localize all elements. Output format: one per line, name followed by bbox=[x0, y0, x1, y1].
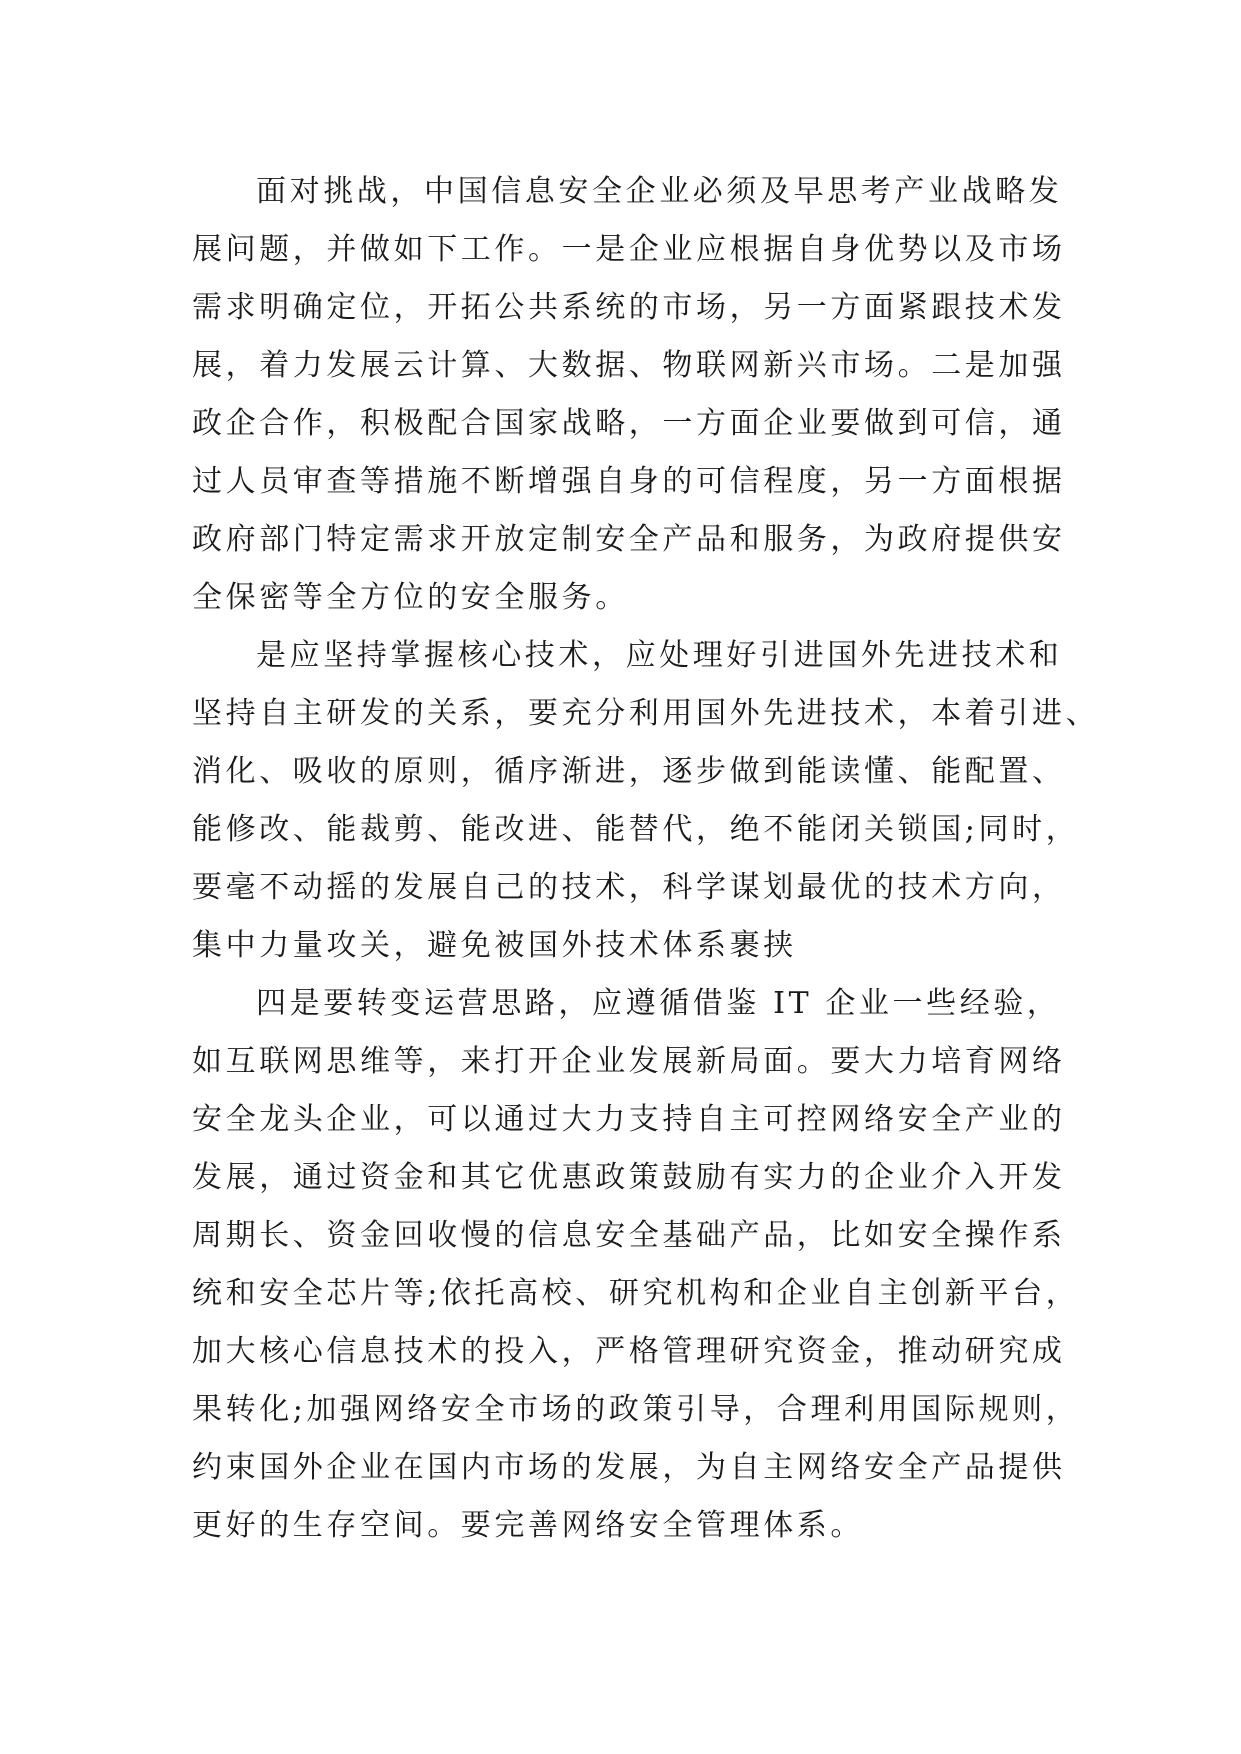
paragraph-line: 能修改、能裁剪、能改进、能替代，绝不能闭关锁国;同时， bbox=[192, 812, 1080, 847]
paragraph-line: 展问题，并做如下工作。一是企业应根据自身优势以及市场 bbox=[192, 232, 1066, 267]
paragraph-line: 面对挑战，中国信息安全企业必须及早思考产业战略发 bbox=[256, 174, 1063, 209]
paragraph-3 bbox=[192, 975, 1080, 1555]
paragraph-line: 需求明确定位，开拓公共系统的市场，另一方面紧跟技术发 bbox=[192, 290, 1066, 325]
paragraph-line: 政企合作，积极配合国家战略，一方面企业要做到可信，通 bbox=[192, 406, 1066, 441]
paragraph-line: 消化、吸收的原则，循序渐进，逐步做到能读懂、能配置、 bbox=[192, 754, 1066, 789]
document-body bbox=[192, 163, 1100, 1555]
paragraph-line: 更好的生存空间。要完善网络安全管理体系。 bbox=[192, 1508, 864, 1543]
paragraph-line: 加大核心信息技术的投入，严格管理研究资金，推动研究成 bbox=[192, 1334, 1066, 1369]
paragraph-line: 统和安全芯片等;依托高校、研究机构和企业自主创新平台， bbox=[192, 1276, 1080, 1311]
paragraph-line: 集中力量攻关，避免被国外技术体系裹挟 bbox=[192, 928, 797, 963]
paragraph-line: 展，着力发展云计算、大数据、物联网新兴市场。二是加强 bbox=[192, 348, 1066, 383]
paragraph-line: 周期长、资金回收慢的信息安全基础产品，比如安全操作系 bbox=[192, 1218, 1066, 1253]
paragraph-line: 四是要转变运营思路，应遵循借鉴 IT 企业一些经验， bbox=[256, 986, 1061, 1021]
paragraph-line: 要毫不动摇的发展自己的技术，科学谋划最优的技术方向， bbox=[192, 870, 1066, 905]
paragraph-line: 约束国外企业在国内市场的发展，为自主网络安全产品提供 bbox=[192, 1450, 1066, 1485]
paragraph-line: 如互联网思维等，来打开企业发展新局面。要大力培育网络 bbox=[192, 1044, 1066, 1079]
paragraph-line: 全保密等全方位的安全服务。 bbox=[192, 580, 629, 615]
paragraph-line: 政府部门特定需求开放定制安全产品和服务，为政府提供安 bbox=[192, 522, 1066, 557]
paragraph-line: 坚持自主研发的关系，要充分利用国外先进技术，本着引进、 bbox=[192, 696, 1100, 731]
paragraph-1 bbox=[192, 163, 1066, 627]
paragraph-line: 发展，通过资金和其它优惠政策鼓励有实力的企业介入开发 bbox=[192, 1160, 1066, 1195]
paragraph-line: 过人员审查等措施不断增强自身的可信程度，另一方面根据 bbox=[192, 464, 1066, 499]
paragraph-line: 果转化;加强网络安全市场的政策引导，合理利用国际规则， bbox=[192, 1392, 1080, 1427]
paragraph-line: 安全龙头企业，可以通过大力支持自主可控网络安全产业的 bbox=[192, 1102, 1066, 1137]
paragraph-line: 是应坚持掌握核心技术，应处理好引进国外先进技术和 bbox=[256, 638, 1063, 673]
paragraph-2 bbox=[192, 627, 1100, 975]
